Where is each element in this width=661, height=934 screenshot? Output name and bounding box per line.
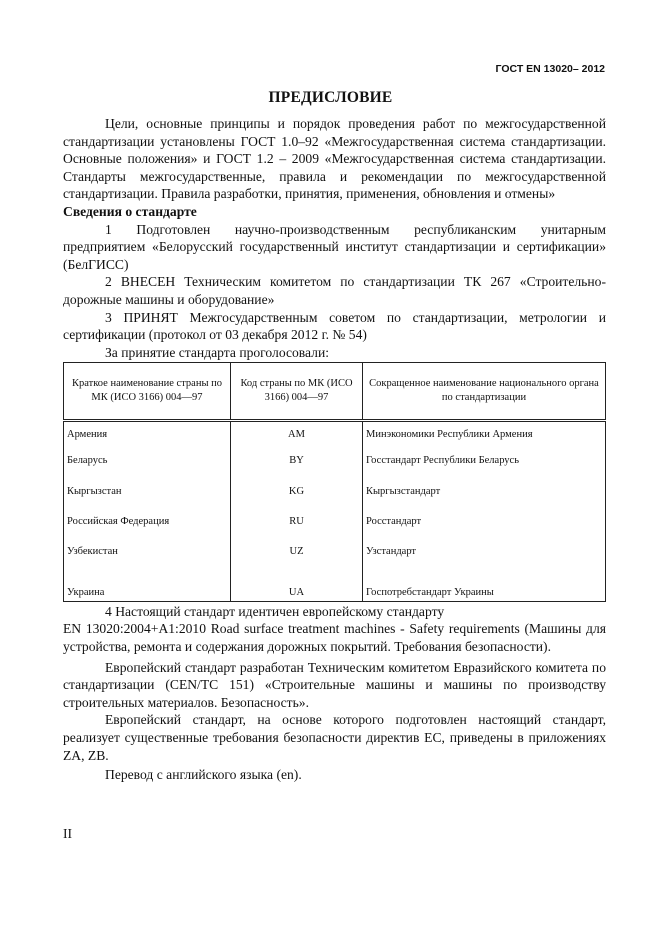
cell-body: Кыргызстандарт xyxy=(363,485,606,515)
cell-code: AM xyxy=(231,421,363,455)
cell-code: KG xyxy=(231,485,363,515)
document-body xyxy=(63,115,606,784)
cell-body: Госстандарт Республики Беларусь xyxy=(363,454,606,484)
voting-table xyxy=(63,362,606,602)
cell-country: Украина xyxy=(64,576,231,602)
cell-code: UZ xyxy=(231,545,363,575)
item4-lead: 4 Настоящий стандарт идентичен европейскому стандарту xyxy=(105,603,445,619)
cell-code: BY xyxy=(231,454,363,484)
table-row xyxy=(64,576,606,602)
cell-code: UA xyxy=(231,576,363,602)
cell-country: Армения xyxy=(64,421,231,455)
item-introduced: 2 ВНЕСЕН Техническим комитетом по стандартизации ТК 267 «Строительно-дорожные машины и оборудование» xyxy=(63,274,606,307)
item4-body: EN 13020:2004+A1:2010 Road surface treatment machines - Safety requirements (Машины для устройства, ремонта и содержания дорожных покрытий. Требования безопасности). xyxy=(63,621,606,655)
item-developed: 1 Подготовлен научно-производственным республиканским унитарным предприятием «Белорусский государственный институт стандартизации и сертификации» (БелГИСС) xyxy=(63,221,606,272)
header-country: Краткое наименование страны по МК (ИСО 3166) 004—97 xyxy=(64,363,231,421)
cell-code: RU xyxy=(231,515,363,545)
item-adopted: 3 ПРИНЯТ Межгосударственным советом по стандартизации, метрологии и сертификации (протокол от 03 декабря 2012 г. № 54) xyxy=(63,309,606,343)
table-row xyxy=(64,545,606,575)
cell-body: Росстандарт xyxy=(363,515,606,545)
translation-paragraph: Перевод с английского языка (en). xyxy=(105,767,302,783)
table-row xyxy=(64,421,606,455)
intro-paragraph: Цели, основные принципы и порядок проведения работ по межгосударственной стандартизации установлены ГОСТ 1.0–92 «Межгосударственная система стандартизации. Основные положения» и ГОСТ 1.2 – 2009 «Межгосударственная система стандартизации. Стандарты межгосударственные, правила и рекомендации по межгосударственной стандартизации. Правила разработки, принятия, применения, обновления и отмены» xyxy=(63,116,606,202)
cell-body: Минэкономики Республики Армения xyxy=(363,421,606,455)
cell-country: Российская Федерация xyxy=(64,515,231,545)
table-header-row xyxy=(64,363,606,421)
cell-country: Кыргызстан xyxy=(64,485,231,515)
cell-country: Беларусь xyxy=(64,454,231,484)
voted-label: За принятие стандарта проголосовали: xyxy=(105,344,330,360)
page-number: II xyxy=(63,826,73,841)
cell-body: Госпотребстандарт Украины xyxy=(363,576,606,602)
info-heading: Сведения о стандарте xyxy=(63,203,197,219)
table-row xyxy=(64,454,606,484)
header-code: Код страны по МК (ИСО 3166) 004—97 xyxy=(231,363,363,421)
table-row xyxy=(64,515,606,545)
cell-country: Узбекистан xyxy=(64,545,231,575)
standard-code: ГОСТ EN 13020– 2012 xyxy=(495,63,605,75)
table-row xyxy=(64,485,606,515)
directives-paragraph: Европейский стандарт, на основе которого подготовлен настоящий стандарт, реализует существенные требования безопасности директив ЕС, приведены в приложениях ZA, ZB. xyxy=(63,712,606,763)
cell-body: Узстандарт xyxy=(363,545,606,575)
developer-paragraph: Европейский стандарт разработан Техническим комитетом Евразийского комитета по стандартизации (CEN/TC 151) «Строительные машины и машины по производству строительных материалов. Безопасность». xyxy=(63,659,606,710)
page-title: ПРЕДИСЛОВИЕ xyxy=(268,89,393,106)
header-body: Сокращенное наименование национального органа по стандартизации xyxy=(363,363,606,421)
